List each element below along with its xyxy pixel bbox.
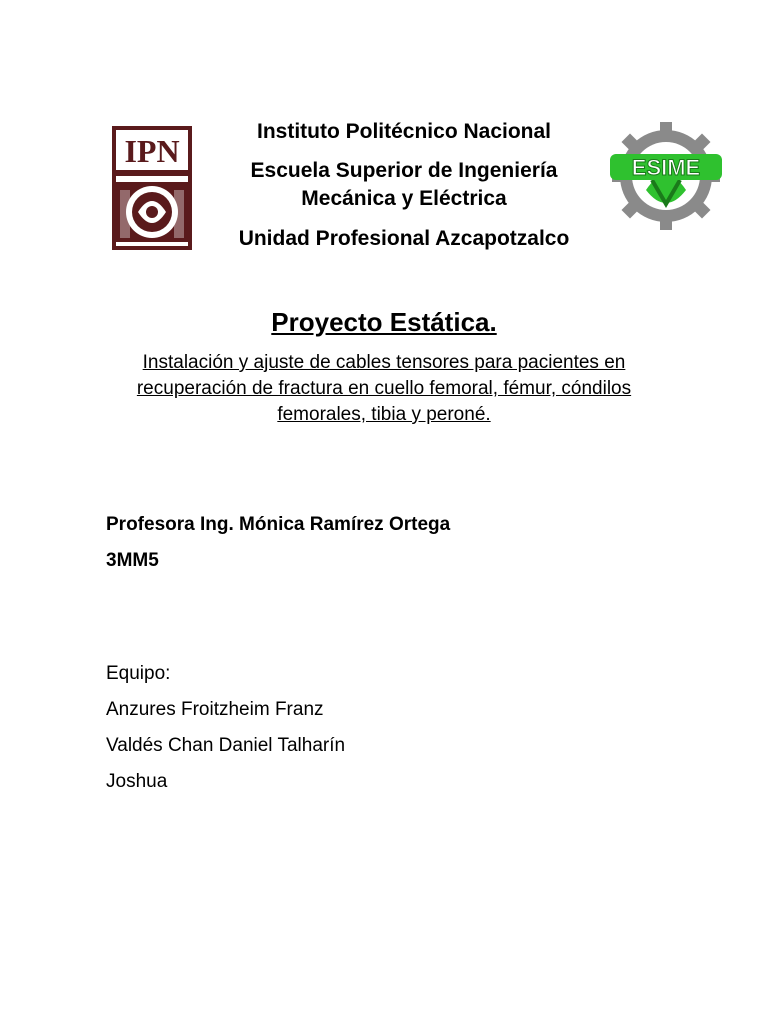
group-code: 3MM5 <box>106 550 159 571</box>
ipn-logo-icon <box>104 120 200 256</box>
esime-logo-icon <box>606 120 726 230</box>
school-name-line2: Mecánica y Eléctrica <box>301 187 507 210</box>
team-member: Anzures Froitzheim Franz <box>106 699 324 720</box>
document-subtitle: Instalación y ajuste de cables tensores para pacientes en recuperación de fractura en cuello femoral, fémur, cóndilos femorales, tibia y peroné. <box>136 352 632 425</box>
header-block <box>210 118 598 253</box>
document-title: Proyecto Estática. <box>271 307 497 337</box>
unit-name: Unidad Profesional Azcapotzalco <box>238 227 570 250</box>
team-member: Valdés Chan Daniel Talharín <box>106 735 346 756</box>
team-member: Joshua <box>106 771 168 792</box>
team-section <box>106 656 345 800</box>
institution-name: Instituto Politécnico Nacional <box>256 120 552 143</box>
professor-name: Profesora Ing. Mónica Ramírez Ortega <box>106 514 451 535</box>
team-label: Equipo: <box>106 663 171 684</box>
svg-text:IPN: IPN <box>124 133 180 169</box>
school-name-line1: Escuela Superior de Ingeniería <box>250 159 558 182</box>
svg-text:ESIME: ESIME <box>631 155 701 180</box>
